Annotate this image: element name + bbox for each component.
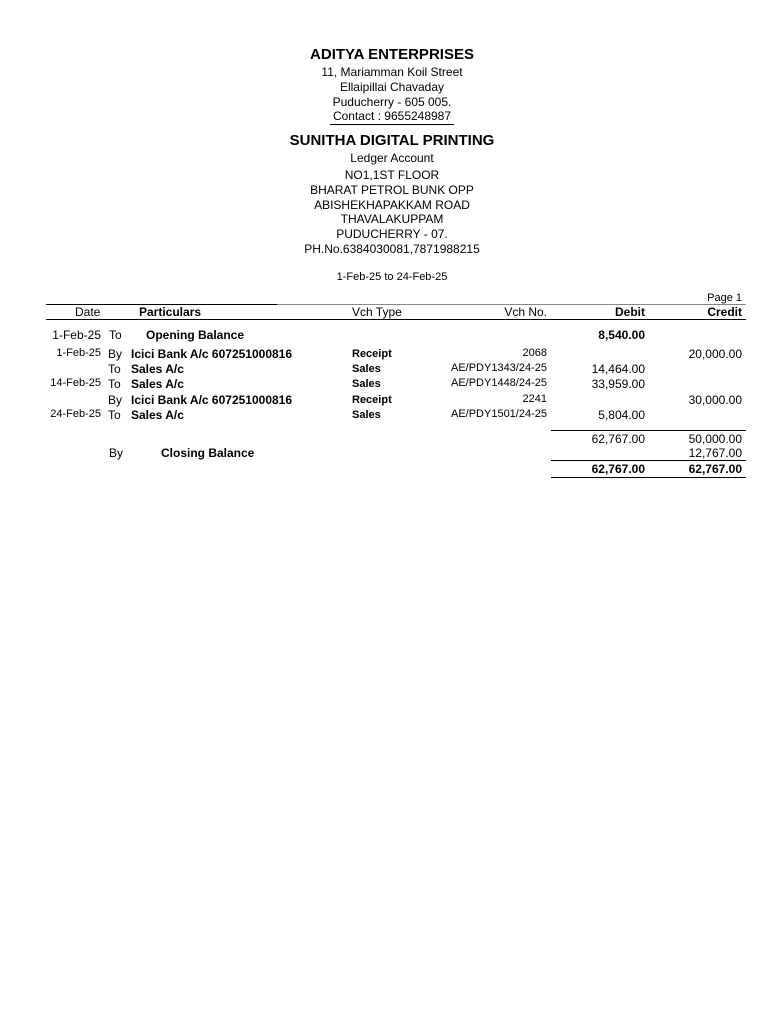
col-date: Date [75, 305, 101, 319]
opening-label: Opening Balance [146, 328, 245, 342]
col-vch-type: Vch Type [352, 305, 402, 319]
contact-underline [330, 124, 454, 125]
opening-date: 1-Feb-25 [52, 328, 101, 342]
row-vch-no: AE/PDY1343/24-25 [450, 362, 547, 374]
subtotal-credit: 50,000.00 [688, 432, 742, 446]
row-date: 24-Feb-25 [50, 408, 101, 420]
row-particulars: Sales A/c [131, 408, 184, 422]
party-address-line: ABISHEKHAPAKKAM ROAD [314, 198, 470, 212]
company-address-line: Puducherry - 605 005. [332, 95, 452, 109]
company-address-line: Ellaipillai Chavaday [339, 80, 445, 94]
row-particulars: Sales A/c [131, 377, 184, 391]
company-address-line: 11, Mariamman Koil Street [321, 65, 463, 79]
row-dir: By [108, 347, 123, 361]
row-particulars: Icici Bank A/c 607251000816 [131, 347, 293, 361]
row-date: 14-Feb-25 [50, 377, 101, 389]
closing-credit: 12,767.00 [688, 446, 742, 460]
row-vch-type: Sales [352, 363, 381, 375]
row-vch-no: 2068 [522, 347, 547, 359]
row-dir: By [108, 393, 123, 407]
row-particulars: Sales A/c [131, 362, 184, 376]
total-debit: 62,767.00 [591, 462, 645, 476]
col-particulars: Particulars [139, 305, 202, 319]
header-rule-bottom [46, 319, 746, 320]
row-vch-type: Sales [352, 409, 381, 421]
row-date: 1-Feb-25 [56, 347, 101, 359]
row-vch-no: AE/PDY1448/24-25 [450, 377, 547, 389]
row-debit: 14,464.00 [591, 362, 645, 376]
row-credit: 30,000.00 [688, 393, 742, 407]
row-dir: To [108, 377, 121, 391]
row-vch-type: Sales [352, 378, 381, 390]
col-vch-no: Vch No. [504, 305, 547, 319]
total-credit: 62,767.00 [688, 462, 742, 476]
col-debit: Debit [615, 305, 645, 319]
period: 1-Feb-25 to 24-Feb-25 [336, 271, 448, 283]
row-debit: 5,804.00 [598, 408, 645, 422]
party-address-line: THAVALAKUPPAM [340, 212, 444, 226]
row-vch-no: 2241 [522, 393, 547, 405]
company-contact: Contact : 9655248987 [332, 109, 452, 123]
party-address-line: PUDUCHERRY - 07. [336, 227, 448, 241]
closing-label: Closing Balance [161, 446, 255, 460]
total-rule-top [551, 460, 746, 461]
party-address-line: BHARAT PETROL BUNK OPP [310, 183, 474, 197]
row-debit: 33,959.00 [591, 377, 645, 391]
row-vch-type: Receipt [352, 348, 392, 360]
row-credit: 20,000.00 [688, 347, 742, 361]
company-name: ADITYA ENTERPRISES [310, 46, 474, 63]
party-name: SUNITHA DIGITAL PRINTING [289, 132, 495, 149]
total-rule-bottom [551, 477, 746, 478]
opening-debit: 8,540.00 [598, 328, 645, 342]
col-credit: Credit [707, 305, 742, 319]
opening-dir: To [109, 328, 122, 342]
row-particulars: Icici Bank A/c 607251000816 [131, 393, 293, 407]
page-number: Page 1 [707, 292, 742, 304]
row-vch-type: Receipt [352, 394, 392, 406]
subtotal-debit: 62,767.00 [591, 432, 645, 446]
row-dir: To [108, 362, 121, 376]
row-dir: To [108, 408, 121, 422]
ledger-subtitle: Ledger Account [350, 151, 434, 165]
row-vch-no: AE/PDY1501/24-25 [450, 408, 547, 420]
party-phone: PH.No.6384030081,7871988215 [304, 242, 480, 256]
subtotal-rule [551, 430, 746, 431]
party-address-line: NO1,1ST FLOOR [344, 168, 440, 182]
closing-dir: By [109, 446, 124, 460]
